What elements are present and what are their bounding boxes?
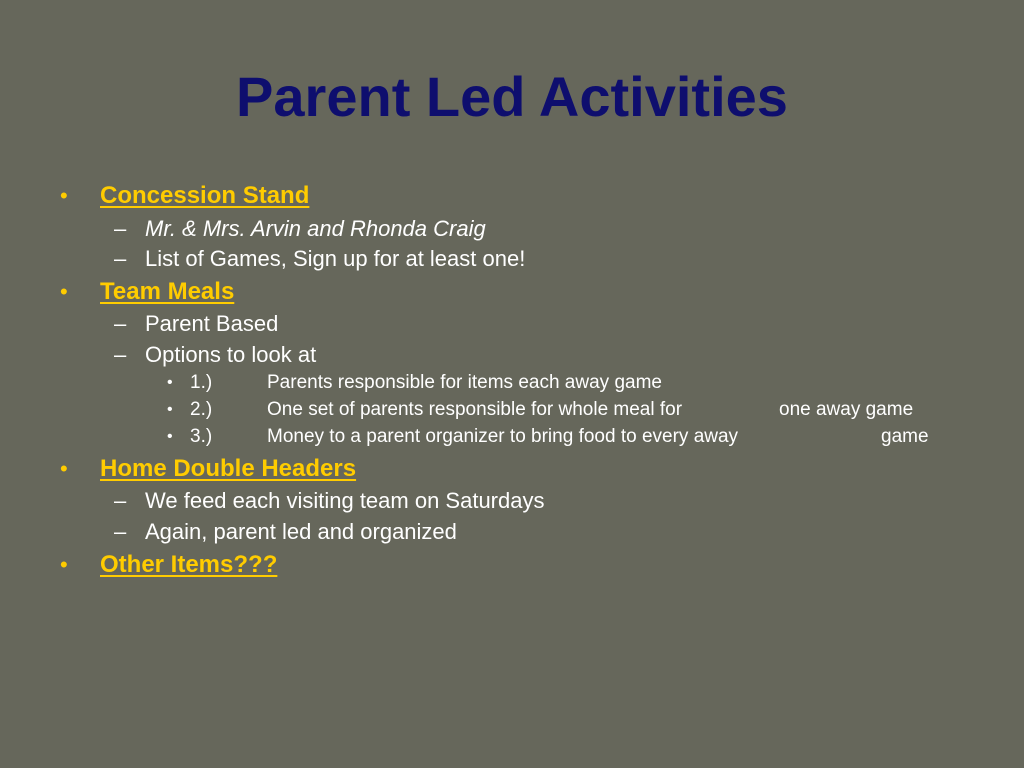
- bullet-icon: •: [60, 456, 68, 481]
- bullet-icon: •: [60, 279, 68, 304]
- option-text: One set of parents responsible for whole meal for: [267, 399, 683, 420]
- slide-title: Parent Led Activities: [236, 65, 788, 128]
- dash-icon: –: [114, 519, 127, 544]
- dash-icon: –: [114, 246, 127, 271]
- option-text-tail: one away game: [779, 399, 914, 420]
- section-heading[interactable]: Team Meals: [100, 278, 235, 305]
- list-item-text: Parent Based: [145, 311, 279, 336]
- list-item-text: We feed each visiting team on Saturdays: [145, 488, 545, 513]
- option-text-tail: game: [881, 426, 929, 447]
- option-number: 1.): [190, 372, 213, 393]
- option-text: Parents responsible for items each away game: [267, 372, 662, 393]
- list-item-text: Mr. & Mrs. Arvin and Rhonda Craig: [145, 216, 486, 241]
- option-number: 2.): [190, 399, 213, 420]
- list-item-text: List of Games, Sign up for at least one!: [145, 246, 526, 271]
- bullet-icon: •: [60, 183, 68, 208]
- dash-icon: –: [114, 311, 127, 336]
- dash-icon: –: [114, 216, 127, 241]
- bullet-icon: •: [60, 552, 68, 577]
- bullet-icon: •: [167, 428, 173, 445]
- list-item-text: Again, parent led and organized: [145, 519, 457, 544]
- section-heading[interactable]: Other Items???: [100, 551, 278, 578]
- bullet-icon: •: [167, 401, 173, 418]
- section-heading[interactable]: Concession Stand: [100, 182, 310, 209]
- section-heading[interactable]: Home Double Headers: [100, 455, 357, 482]
- list-item-text: Options to look at: [145, 342, 317, 367]
- dash-icon: –: [114, 342, 127, 367]
- option-number: 3.): [190, 426, 213, 447]
- bullet-icon: •: [167, 374, 173, 391]
- dash-icon: –: [114, 488, 127, 513]
- option-text: Money to a parent organizer to bring food to every away: [267, 426, 739, 447]
